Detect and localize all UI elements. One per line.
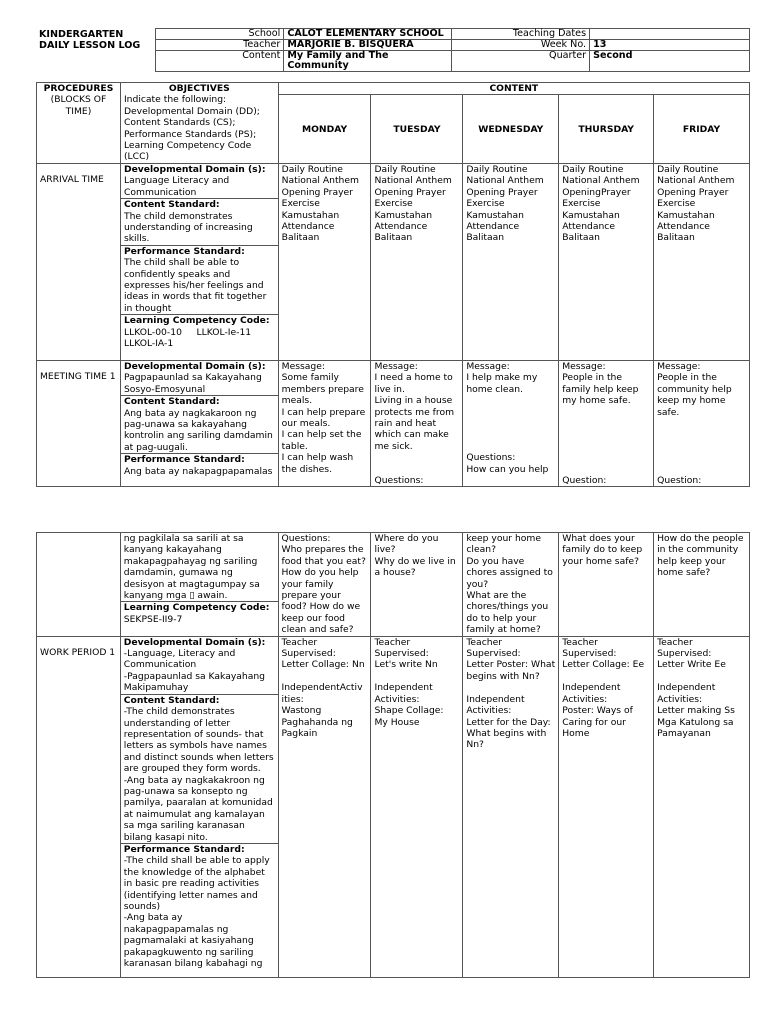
- ps-head: Performance Standard:: [121, 245, 278, 257]
- arrival-thursday: Daily Routine National Anthem OpeningPrayer Exercise Kamustahan Attendance Balitaan: [559, 164, 654, 361]
- procedures-head: PROCEDURES: [43, 83, 114, 94]
- meeting-monday: Message: Some family members prepare meals. I can help prepare our meals. I can help set the table. I can help wash the dishes.: [278, 361, 371, 487]
- day-tuesday: TUESDAY: [371, 95, 463, 164]
- school-label: School: [156, 29, 284, 40]
- lesson-table-page1: [36, 82, 750, 487]
- arrival-objectives: [120, 164, 278, 361]
- dd-text: -Language, Literacy and Communication -Pagpapaunlad sa Kakayahang Makipamuhay: [123, 648, 265, 694]
- title-line2: DAILY LESSON LOG: [39, 39, 141, 51]
- cs-text: Ang bata ay nagkakaroon ng pag-unawa sa kakayahang kontrolin ang sariling damdamin at pag-uugali.: [123, 407, 273, 453]
- week-value: 13: [590, 40, 750, 51]
- meeting-friday: Message: People in the community help keep my home safe. Question:: [654, 361, 750, 487]
- meeting-tuesday: Message: I need a home to live in. Living in a house protects me from rain and heat which can make me sick. Questions:: [371, 361, 463, 487]
- continued-monday: Questions: Who prepares the food that you eat? How do you help your family prepare your food? How do we keep our food clean and safe?: [278, 533, 371, 637]
- ps-text: The child shall be able to confidently speaks and expresses his/her feelings and ideas in words that fit together in thought: [123, 257, 267, 314]
- cs-text: The child demonstrates understanding of increasing skills.: [123, 210, 253, 245]
- meeting-label: MEETING TIME 1: [37, 361, 121, 487]
- work-wednesday: Teacher Supervised: Letter Poster: What begins with Nn? Independent Activities: Letter for the Day: What begins with Nn?: [463, 636, 559, 977]
- day-wednesday: WEDNESDAY: [463, 95, 559, 164]
- cs-head: Content Standard:: [121, 198, 278, 210]
- continued-thursday: What does your family do to keep your home safe?: [559, 533, 654, 637]
- continued-objectives: [120, 533, 278, 637]
- objectives-intro: Indicate the following: Developmental Domain (DD); Content Standards (CS); Performance Standards (PS); Learning Competency Code (LCC): [123, 94, 260, 163]
- continued-tuesday: Where do you live? Why do we live in a house?: [371, 533, 463, 637]
- objectives-head: OBJECTIVES: [168, 83, 230, 94]
- arrival-monday: Daily Routine National Anthem Opening Prayer Exercise Kamustahan Attendance Balitaan: [278, 164, 371, 361]
- day-thursday: THURSDAY: [559, 95, 654, 164]
- lcc-text: SEKPSE-II9-7: [123, 613, 183, 625]
- lesson-table-page2: [36, 532, 750, 978]
- teacher-value: MARJORIE B. BISQUERA: [284, 40, 452, 51]
- ps-text-continued: ng pagkilala sa sarili at sa kanyang kakayahang makapagpahayag ng sariling damdamin, gumawa ng desisyon at magtagumpay sa kanyang mga ▯ awain.: [123, 533, 260, 602]
- continued-wednesday: keep your home clean? Do you have chores assigned to you? What are the chores/things you do to help your family at home?: [463, 533, 559, 637]
- cs-text: -The child demonstrates understanding of letter representation of sounds- that letters as symbols have names and distinct sounds when letters are grouped they form words. -Ang bata ay nagkakakroon ng pag-unawa sa konsepto ng pamilya, paaralan at komunidad at naimumulat ang kamalayan sa mga sariling karanasan bilang kasapi nito.: [123, 706, 274, 843]
- dates-label: Teaching Dates: [452, 29, 590, 40]
- dd-text: Pagpapaunlad sa Kakayahang Sosyo-Emosyunal: [123, 372, 262, 395]
- ps-head: Performance Standard:: [121, 843, 278, 855]
- dates-value: [590, 29, 750, 40]
- ps-text: Ang bata ay nakapagpapamalas: [123, 465, 273, 477]
- meeting-objectives: [120, 361, 278, 487]
- work-tuesday: Teacher Supervised: Let's write Nn Independent Activities: Shape Collage: My House: [371, 636, 463, 977]
- continued-friday: How do the people in the community help keep your home safe?: [654, 533, 750, 637]
- quarter-value: Second: [590, 51, 750, 72]
- lcc-text: LLKOL-00-10 LLKOL-Ie-11 LLKOL-IA-1: [123, 326, 255, 350]
- content-label: Content: [156, 51, 284, 72]
- teacher-label: Teacher: [156, 40, 284, 51]
- procedures-sub: (BLOCKS OF TIME): [50, 94, 107, 117]
- day-monday: MONDAY: [278, 95, 371, 164]
- lcc-head: Learning Competency Code:: [121, 601, 278, 613]
- ps-text: -The child shall be able to apply the knowledge of the alphabet in basic pre reading activities (identifying letter names and sounds) -Ang bata ay nakapagpapamalas ng pagmamalaki at kasiyahang pakapagkuwento ng sariling karanasan bilang kabahagi ng: [123, 855, 270, 970]
- meeting-thursday: Message: People in the family help keep my home safe. Question:: [559, 361, 654, 487]
- work-friday: Teacher Supervised: Letter Write Ee Independent Activities: Letter making Ss Mga Katulong sa Pamayanan: [654, 636, 750, 977]
- arrival-tuesday: Daily Routine National Anthem Opening Prayer Exercise Kamustahan Attendance Balitaan: [371, 164, 463, 361]
- arrival-label: ARRIVAL TIME: [37, 164, 121, 361]
- dd-text: Language Literacy and Communication: [123, 175, 230, 198]
- ps-head: Performance Standard:: [121, 453, 278, 465]
- work-label: WORK PERIOD 1: [37, 636, 121, 977]
- work-thursday: Teacher Supervised: Letter Collage: Ee Independent Activities: Poster: Ways of Caring for our Home: [559, 636, 654, 977]
- cs-head: Content Standard:: [121, 694, 278, 706]
- content-value: My Family and The Community: [284, 51, 452, 72]
- content-head: CONTENT: [278, 83, 749, 95]
- week-label: Week No.: [452, 40, 590, 51]
- dd-head: Developmental Domain (s):: [123, 361, 266, 372]
- objectives-header: [120, 83, 278, 164]
- lcc-head: Learning Competency Code:: [121, 314, 278, 326]
- dd-head: Developmental Domain (s):: [123, 164, 266, 175]
- day-friday: FRIDAY: [654, 95, 750, 164]
- meeting-wednesday: Message: I help make my home clean. Questions: How can you help: [463, 361, 559, 487]
- dd-head: Developmental Domain (s):: [123, 636, 266, 648]
- work-objectives: [120, 636, 278, 977]
- continued-label: [37, 533, 121, 637]
- arrival-wednesday: Daily Routine National Anthem Opening Prayer Exercise Kamustahan Attendance Balitaan: [463, 164, 559, 361]
- school-value: CALOT ELEMENTARY SCHOOL: [284, 29, 452, 40]
- arrival-friday: Daily Routine National Anthem Opening Prayer Exercise Kamustahan Attendance Balitaan: [654, 164, 750, 361]
- work-monday: Teacher Supervised: Letter Collage: Nn IndependentActiv ities: Wastong Paghahanda ng Pagkain: [278, 636, 371, 977]
- procedures-header: [37, 83, 121, 164]
- quarter-label: Quarter: [452, 51, 590, 72]
- title-line1: KINDERGARTEN: [39, 28, 124, 40]
- header-table: [36, 28, 750, 72]
- cs-head: Content Standard:: [121, 395, 278, 407]
